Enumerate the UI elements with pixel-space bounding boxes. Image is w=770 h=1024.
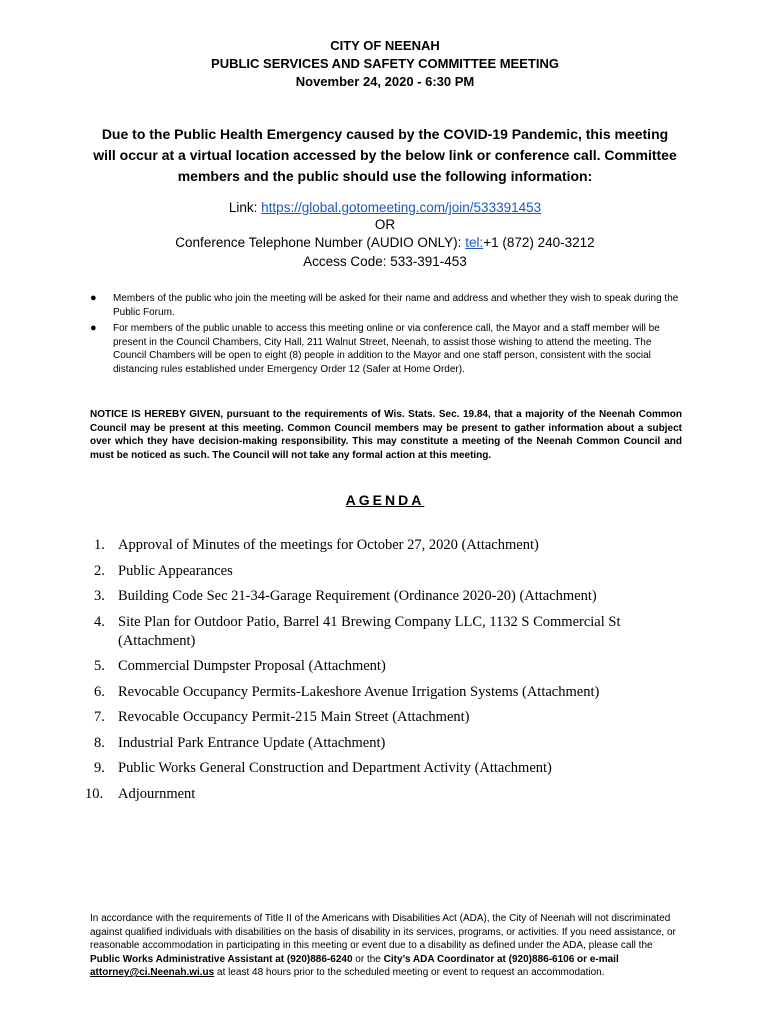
meeting-title: PUBLIC SERVICES AND SAFETY COMMITTEE MEETING	[211, 56, 559, 71]
list-item: ● For members of the public unable to access this meeting online or via conference call, the Mayor and a staff member will be present in the Council Chambers, City Hall, 211 Walnut Street, Neenah, to assist those wishing to attend the meeting. The Council Chambers will be open to eight (8) people in addition to the Mayor and one staff person, consistent with the social distancing rules established under Emergency Order 12 (Safer at Home Order).	[90, 322, 660, 375]
agenda-item: 1. Approval of Minutes of the meetings for October 27, 2020 (Attachment)	[94, 537, 539, 553]
agenda-item: 10. Adjournment	[85, 785, 196, 802]
link-line	[0, 199, 770, 216]
agenda-item: 6. Revocable Occupancy Permits-Lakeshore Avenue Irrigation Systems (Attachment)	[94, 683, 600, 700]
phone-number: +1 (872) 240-3212	[483, 235, 595, 250]
agenda-item: 7. Revocable Occupancy Permit-215 Main Street (Attachment)	[94, 709, 470, 725]
phone-label: Conference Telephone Number (AUDIO ONLY):	[175, 235, 462, 250]
bullet-icon: ●	[90, 292, 97, 304]
agenda-item: 3. Building Code Sec 21-34-Garage Requirement (Ordinance 2020-20) (Attachment)	[94, 588, 597, 604]
admin-assistant-contact: Public Works Administrative Assistant at (920)886-6240	[90, 953, 353, 965]
agenda-item: 8. Industrial Park Entrance Update (Attachment)	[94, 734, 386, 751]
or-separator: OR	[374, 217, 396, 232]
link-label: Link:	[228, 200, 258, 215]
agenda-item: 2. Public Appearances	[94, 562, 233, 579]
city-name: CITY OF NEENAH	[330, 38, 440, 53]
access-code-line	[0, 253, 770, 270]
agenda-list	[85, 536, 664, 810]
covid-notice: Due to the Public Health Emergency caused by the COVID-19 Pandemic, this meeting will occur at a virtual location accessed by the below link or conference call. Committee members and the public should use the following information:	[93, 126, 677, 184]
meeting-date: November 24, 2020 - 6:30 PM	[295, 74, 475, 89]
meeting-link[interactable]: https://global.gotomeeting.com/join/533391453	[261, 200, 542, 215]
ada-coordinator-contact: City’s ADA Coordinator at (920)886-6106 or e-mail	[383, 953, 619, 965]
agenda-item: 9. Public Works General Construction and Department Activity (Attachment)	[94, 760, 552, 776]
ada-footer: In accordance with the requirements of Title II of the Americans with Disabilities Act (ADA), the City of Neenah will not discriminated against qualified individuals with disabilities on the basis of disability in its services, programs, or activities. If you need assistance, or reasonable accommodation in participating in this meeting or event due to a disability as defined under the ADA, please call the Public Works Administrative Assistant at (920)886-6240 or the City’s ADA Coordinator at (920)886-6106 or e-mail attorney@ci.Neenah.wi.us at least 48 hours prior to the scheduled meeting or event to request an accommodation.	[90, 913, 676, 978]
bullet-icon: ●	[90, 322, 97, 334]
phone-line	[0, 234, 770, 251]
agenda-item: 5. Commercial Dumpster Proposal (Attachment)	[94, 658, 386, 674]
agenda-item: 4. Site Plan for Outdoor Patio, Barrel 41 Brewing Company LLC, 1132 S Commercial St (Attachment)	[94, 613, 621, 649]
access-code-label: Access Code:	[303, 254, 387, 269]
email-link[interactable]: attorney@ci.Neenah.wi.us	[90, 967, 215, 978]
tel-link[interactable]: tel:	[465, 235, 484, 250]
legal-notice: NOTICE IS HEREBY GIVEN, pursuant to the requirements of Wis. Stats. Sec. 19.84, that a majority of the Neenah Common Council may be present at this meeting. Common Council members may be present to gather information about a subject over which they have decision-making responsibility. This may constitute a meeting of the Neenah Common Council and must be noticed as such. The Council will not take any formal action at this meeting.	[90, 409, 682, 461]
list-item: ● Members of the public who join the meeting will be asked for their name and address and whether they wish to speak during the Public Forum.	[90, 292, 679, 318]
access-code: 533-391-453	[390, 254, 467, 269]
agenda-heading: AGENDA	[345, 492, 425, 508]
participation-bullets	[90, 292, 684, 379]
